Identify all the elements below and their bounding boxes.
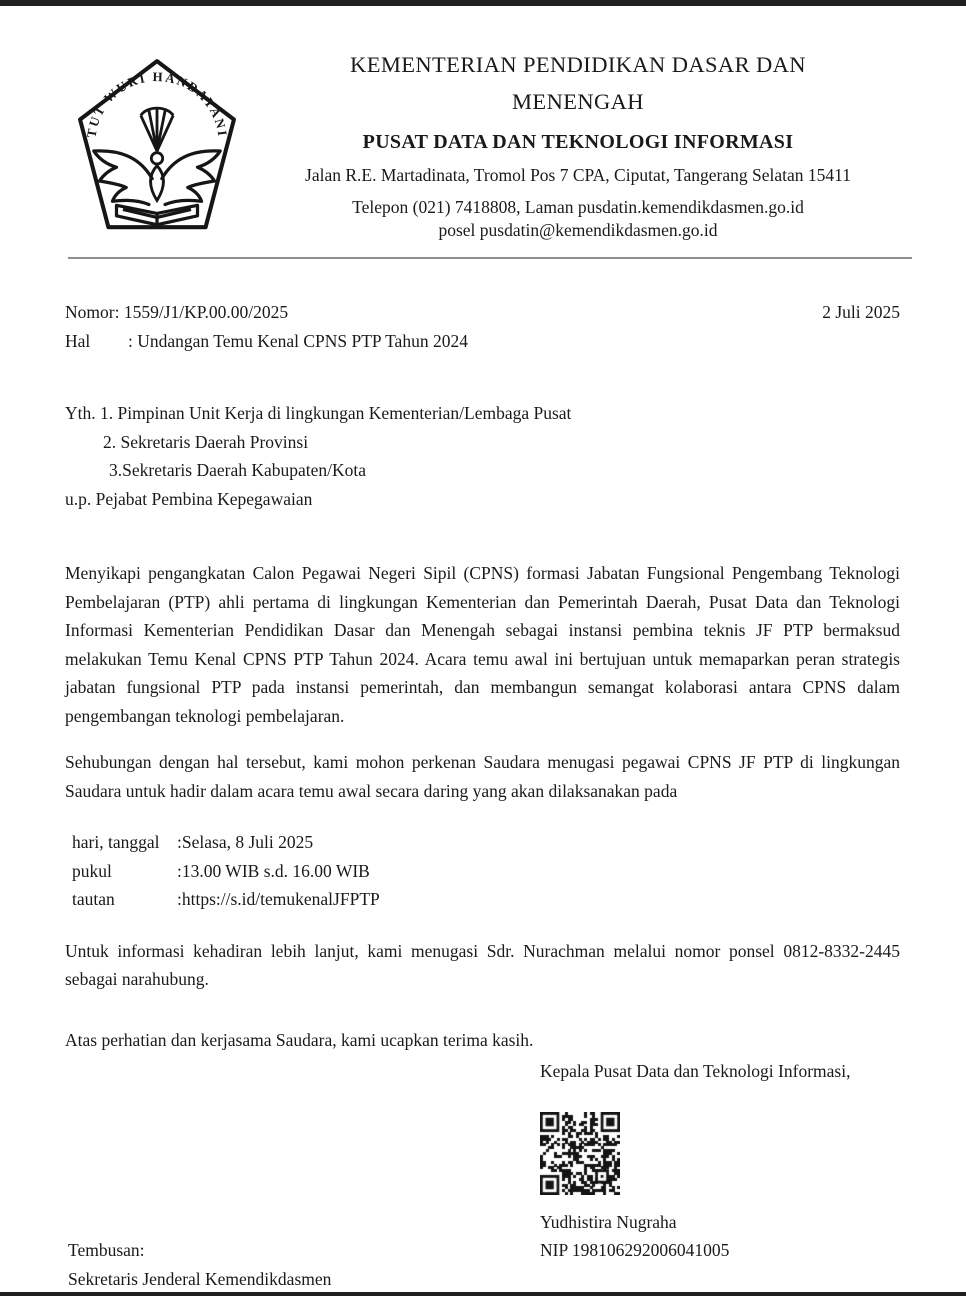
signer-nip: NIP 198106292006041005	[540, 1240, 730, 1260]
letter-body	[65, 298, 900, 1054]
cc-recipient: Sekretaris Jenderal Kemendikdasmen	[68, 1268, 332, 1289]
paragraph-closing: Atas perhatian dan kerjasama Saudara, kami ucapkan terima kasih.	[65, 1029, 534, 1050]
letter-date: 2 Juli 2025	[822, 302, 900, 322]
unit-phone-website: Telepon (021) 7418808, Laman pusdatin.kemendikdasmen.go.id	[352, 197, 804, 217]
ministry-name-line2: MENENGAH	[512, 89, 644, 114]
letter-number-row	[65, 298, 900, 327]
subject-separator: :	[128, 330, 138, 351]
tut-wuri-handayani-logo-icon	[76, 57, 238, 237]
detail-separator: :	[177, 832, 182, 852]
recipient-line-2: 2. Sekretaris Daerah Provinsi	[103, 431, 309, 452]
subject-label: Hal	[65, 330, 91, 351]
detail-row-day-date	[72, 828, 900, 857]
detail-value: Selasa, 8 Juli 2025	[181, 832, 314, 852]
letter-number-value: 1559/J1/KP.00.00/2025	[123, 302, 289, 322]
logo-flame	[151, 153, 164, 201]
letterhead	[0, 46, 966, 246]
letterhead-divider	[68, 257, 912, 259]
letter-number	[65, 298, 288, 327]
signature-block	[540, 1057, 850, 1265]
recipients-block	[65, 399, 900, 513]
recipient-line-3: 3.Sekretaris Daerah Kabupaten/Kota	[109, 460, 367, 480]
paragraph-request: Sehubungan dengan hal tersebut, kami mohon perkenan Saudara menugasi pegawai CPNS JF PTP di lingkungan Saudara untuk hadir dalam acara temu awal secara daring yang akan dilaksanakan pada	[65, 752, 900, 801]
detail-label: tautan	[72, 889, 115, 909]
detail-label: hari, tanggal	[72, 832, 160, 852]
logo-motto-text: TUT WURI HANDAYANI	[83, 68, 231, 139]
logo-fan	[141, 108, 173, 151]
detail-value: 13.00 WIB s.d. 16.00 WIB	[181, 860, 370, 881]
paragraph-contact-person: Untuk informasi kehadiran lebih lanjut, kami menugasi Sdr. Nurachman melalui nomor ponsel 0812-8332-2445 sebagai narahubung.	[65, 940, 900, 989]
unit-contact	[240, 196, 916, 242]
paragraph-opening: Menyikapi pengangkatan Calon Pegawai Negeri Sipil (CPNS) formasi Jabatan Fungsional Pengembang Teknologi Pembelajaran (PTP) ahli pertama di lingkungan Kementerian dan Pemerintah Daerah, Pusat Data dan Teknologi Informasi Kementerian Pendidikan Dasar dan Menengah sebagai instansi pembina teknis JF PTP bermaksud melakukan Temu Kenal CPNS PTP Tahun 2024. Acara temu awal ini bertujuan untuk memaparkan peran strategis jabatan fungsional PTP pada instansi pemerintah, dan membangun semangat kolaborasi antara CPNS dalam pengembangan teknologi pembelajaran.	[65, 563, 900, 726]
logo-wings	[94, 151, 220, 205]
detail-separator: :	[177, 860, 182, 881]
signer-identity	[540, 1208, 850, 1265]
unit-name: PUSAT DATA DAN TEKNOLOGI INFORMASI	[362, 131, 794, 153]
unit-address: Jalan R.E. Martadinata, Tromol Pos 7 CPA, Ciputat, Tangerang Selatan 15411	[305, 165, 851, 185]
letterhead-text	[240, 46, 916, 242]
subject-value: Undangan Temu Kenal CPNS PTP Tahun 2024	[137, 330, 468, 351]
letter-subject-row	[65, 327, 900, 356]
event-details	[65, 828, 900, 914]
recipient-line-1: Yth. 1. Pimpinan Unit Kerja di lingkungan Kementerian/Lembaga Pusat	[65, 403, 572, 423]
detail-row-time	[72, 857, 900, 886]
signer-title: Kepala Pusat Data dan Teknologi Informasi,	[540, 1061, 851, 1081]
logo-book	[117, 205, 198, 224]
qr-code-signature	[540, 1112, 620, 1195]
detail-row-link	[72, 885, 900, 914]
ministry-name-line1: KEMENTERIAN PENDIDIKAN DASAR DAN	[350, 52, 806, 77]
detail-label: pukul	[72, 860, 112, 881]
recipient-line-4: u.p. Pejabat Pembina Kepegawaian	[65, 488, 313, 509]
unit-email: posel pusdatin@kemendikdasmen.go.id	[438, 220, 718, 240]
signer-name: Yudhistira Nugraha	[540, 1211, 677, 1232]
cc-block	[68, 1236, 331, 1293]
letter-number-label: Nomor:	[65, 302, 120, 322]
letter-meta	[65, 298, 900, 355]
detail-separator: :	[177, 889, 182, 909]
meeting-link[interactable]: https://s.id/temukenalJFPTP	[181, 889, 380, 909]
cc-label: Tembusan:	[68, 1240, 145, 1260]
page-bottom-edge	[0, 1292, 966, 1296]
page-top-edge	[0, 0, 966, 6]
